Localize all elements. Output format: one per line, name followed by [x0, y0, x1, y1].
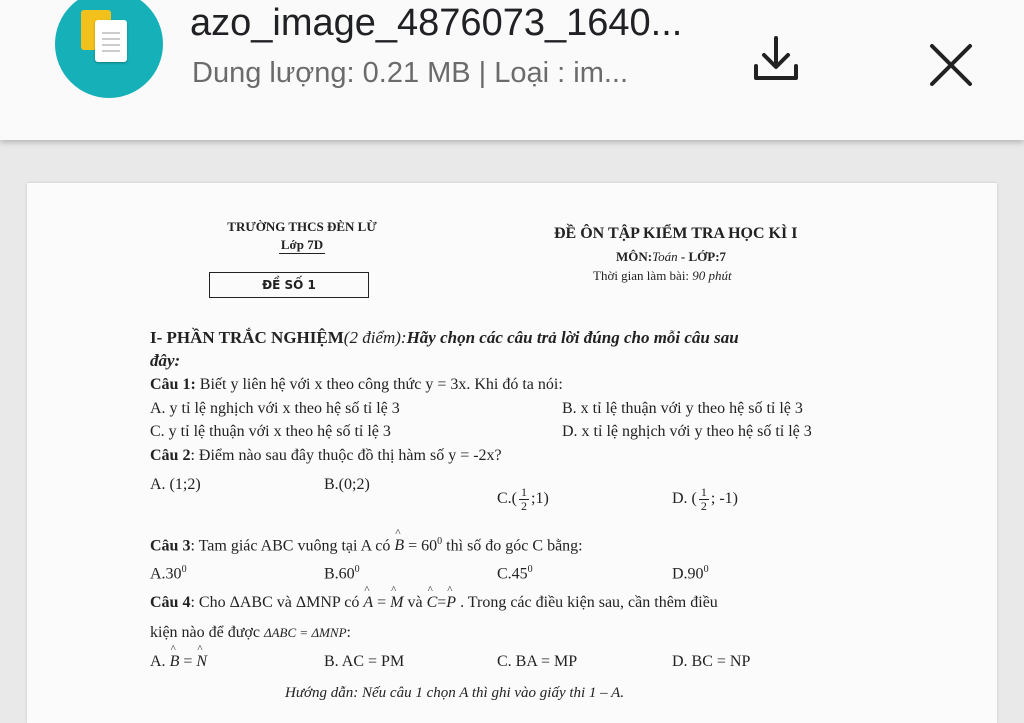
question-2: [150, 447, 502, 465]
q2-c-prefix: C.(: [497, 490, 517, 508]
section-instruction-cont: đây:: [150, 351, 181, 370]
section-instruction: Hãy chọn các câu trả lời đúng cho mỗi câu sau: [406, 328, 739, 347]
close-icon: [924, 38, 978, 92]
file-icon-circle: [55, 0, 163, 98]
fraction-numerator: 1: [700, 485, 707, 499]
degree-mark: 0: [181, 564, 187, 575]
school-name: TRƯỜNG THCS ĐÈN LỪ: [227, 219, 377, 234]
q1-option-a: A. y tỉ lệ nghịch với x theo hệ số tỉ lệ 3: [150, 400, 400, 417]
degree-mark: 0: [354, 564, 360, 575]
q1-option-c: C. y tỉ lệ thuận với x theo hệ số tỉ lệ 3: [150, 423, 391, 440]
q4-text-1: : Cho ΔABC và ΔMNP có: [190, 594, 364, 611]
q3-option-c: [497, 564, 533, 583]
download-icon: [748, 32, 804, 88]
document-page: [27, 183, 997, 723]
q2-c-suffix: ;1): [531, 490, 549, 508]
angle-b: ^ B: [394, 537, 404, 555]
grade: - LỚP:7: [677, 249, 727, 264]
q2-label: Câu 2: [150, 447, 191, 464]
q1-label: Câu 1:: [150, 376, 196, 393]
q2-d-suffix: ; -1): [710, 490, 738, 508]
subject-label: MÔN:: [616, 249, 653, 264]
triangle-congruence: ΔABC = ΔMNP: [263, 625, 347, 640]
degree-mark: 0: [527, 564, 533, 575]
q2-option-b: B.(0;2): [324, 476, 370, 493]
exam-number: ĐỀ SỐ 1: [209, 272, 369, 298]
q4-and: và: [403, 594, 427, 611]
section-title: I- PHẦN TRẮC NGHIỆM: [150, 328, 344, 347]
q4-option-a: A. ^ B = ^ N: [150, 653, 207, 671]
q3-option-b: [324, 564, 360, 583]
time-value: 90 phút: [692, 268, 732, 283]
q3-option-d: [672, 564, 709, 583]
file-title: azo_image_4876073_1640...: [190, 2, 683, 44]
section-heading: [150, 328, 739, 348]
q1-text: Biết y liên hệ với x theo công thức y = 3x. Khi đó ta nói:: [195, 376, 563, 393]
angle-m: ^ M: [390, 594, 403, 612]
q3-a-text: A.30: [150, 565, 182, 583]
file-meta: Dung lượng: 0.21 MB | Loại : im...: [192, 57, 629, 89]
subject-line: [616, 249, 726, 265]
time-line: [593, 268, 732, 284]
time-label: Thời gian làm bài:: [593, 268, 693, 283]
q2-option-d: [672, 486, 738, 513]
app-header: [0, 0, 1024, 140]
angle-b: ^ B: [170, 653, 180, 671]
q2-d-prefix: D. (: [672, 490, 697, 508]
download-button[interactable]: [748, 32, 804, 88]
q3-text-2: thì số đo góc C bằng:: [442, 537, 583, 555]
exam-title: ĐỀ ÔN TẬP KIỂM TRA HỌC KÌ I: [554, 225, 798, 242]
document-icon: [95, 20, 127, 62]
question-1: [150, 376, 563, 394]
q3-b-text: B.60: [324, 565, 355, 583]
q1-option-d: D. x tỉ lệ nghịch với y theo hệ số tỉ lệ 3: [562, 423, 812, 440]
close-button[interactable]: [924, 38, 978, 92]
question-3: [150, 536, 583, 555]
q4-colon: :: [346, 624, 351, 641]
fraction-denominator: 2: [521, 499, 527, 513]
q4-a-prefix: A.: [150, 653, 170, 670]
angle-c: ^ C: [427, 594, 438, 612]
q2-text: : Điểm nào sau đây thuộc đồ thị hàm số y = -2x?: [190, 447, 502, 464]
answer-guide: Hướng dẫn: Nếu câu 1 chọn A thì ghi vào giấy thi 1 – A.: [285, 685, 625, 701]
angle-p: ^ P: [446, 594, 456, 612]
q3-c-text: C.45: [497, 565, 528, 583]
section-points: (2 điểm):: [343, 328, 407, 347]
q2-option-c: [497, 486, 549, 513]
q3-eq: = 60: [404, 537, 438, 555]
q4-text-2: . Trong các điều kiện sau, cần thêm điều: [456, 594, 718, 611]
q3-option-a: [150, 564, 187, 583]
q3-text-1: : Tam giác ABC vuông tại A có: [190, 537, 395, 555]
fraction-numerator: 1: [521, 485, 527, 499]
class-name: Lớp 7D: [280, 237, 324, 252]
fraction: [519, 486, 529, 513]
q3-label: Câu 3: [150, 537, 191, 555]
fraction-denominator: 2: [700, 499, 707, 513]
school-header: [202, 219, 402, 254]
question-4: Câu 4: Cho ΔABC và ΔMNP có ^ A = ^ M và ^ C=^ P . Trong các điều kiện sau, cần thêm điều: [150, 594, 718, 612]
question-4-cont: [150, 624, 351, 642]
q3-d-text: D.90: [672, 565, 704, 583]
angle-n: ^ N: [196, 653, 207, 671]
q2-option-a: A. (1;2): [150, 476, 201, 493]
q4-label: Câu 4: [150, 594, 191, 611]
angle-a: ^ A: [363, 594, 373, 612]
q4-text-3: kiện nào để được: [150, 624, 264, 641]
degree-mark: 0: [703, 564, 709, 575]
q4-option-d: D. BC = NP: [672, 653, 751, 670]
subject-value: Toán: [652, 249, 678, 264]
q4-option-c: C. BA = MP: [497, 653, 578, 670]
fraction: [699, 486, 709, 513]
q4-option-b: B. AC = PM: [324, 653, 405, 670]
degree-mark: 0: [437, 536, 443, 547]
q1-option-b: B. x tỉ lệ thuận với y theo hệ số tỉ lệ 3: [562, 400, 803, 417]
